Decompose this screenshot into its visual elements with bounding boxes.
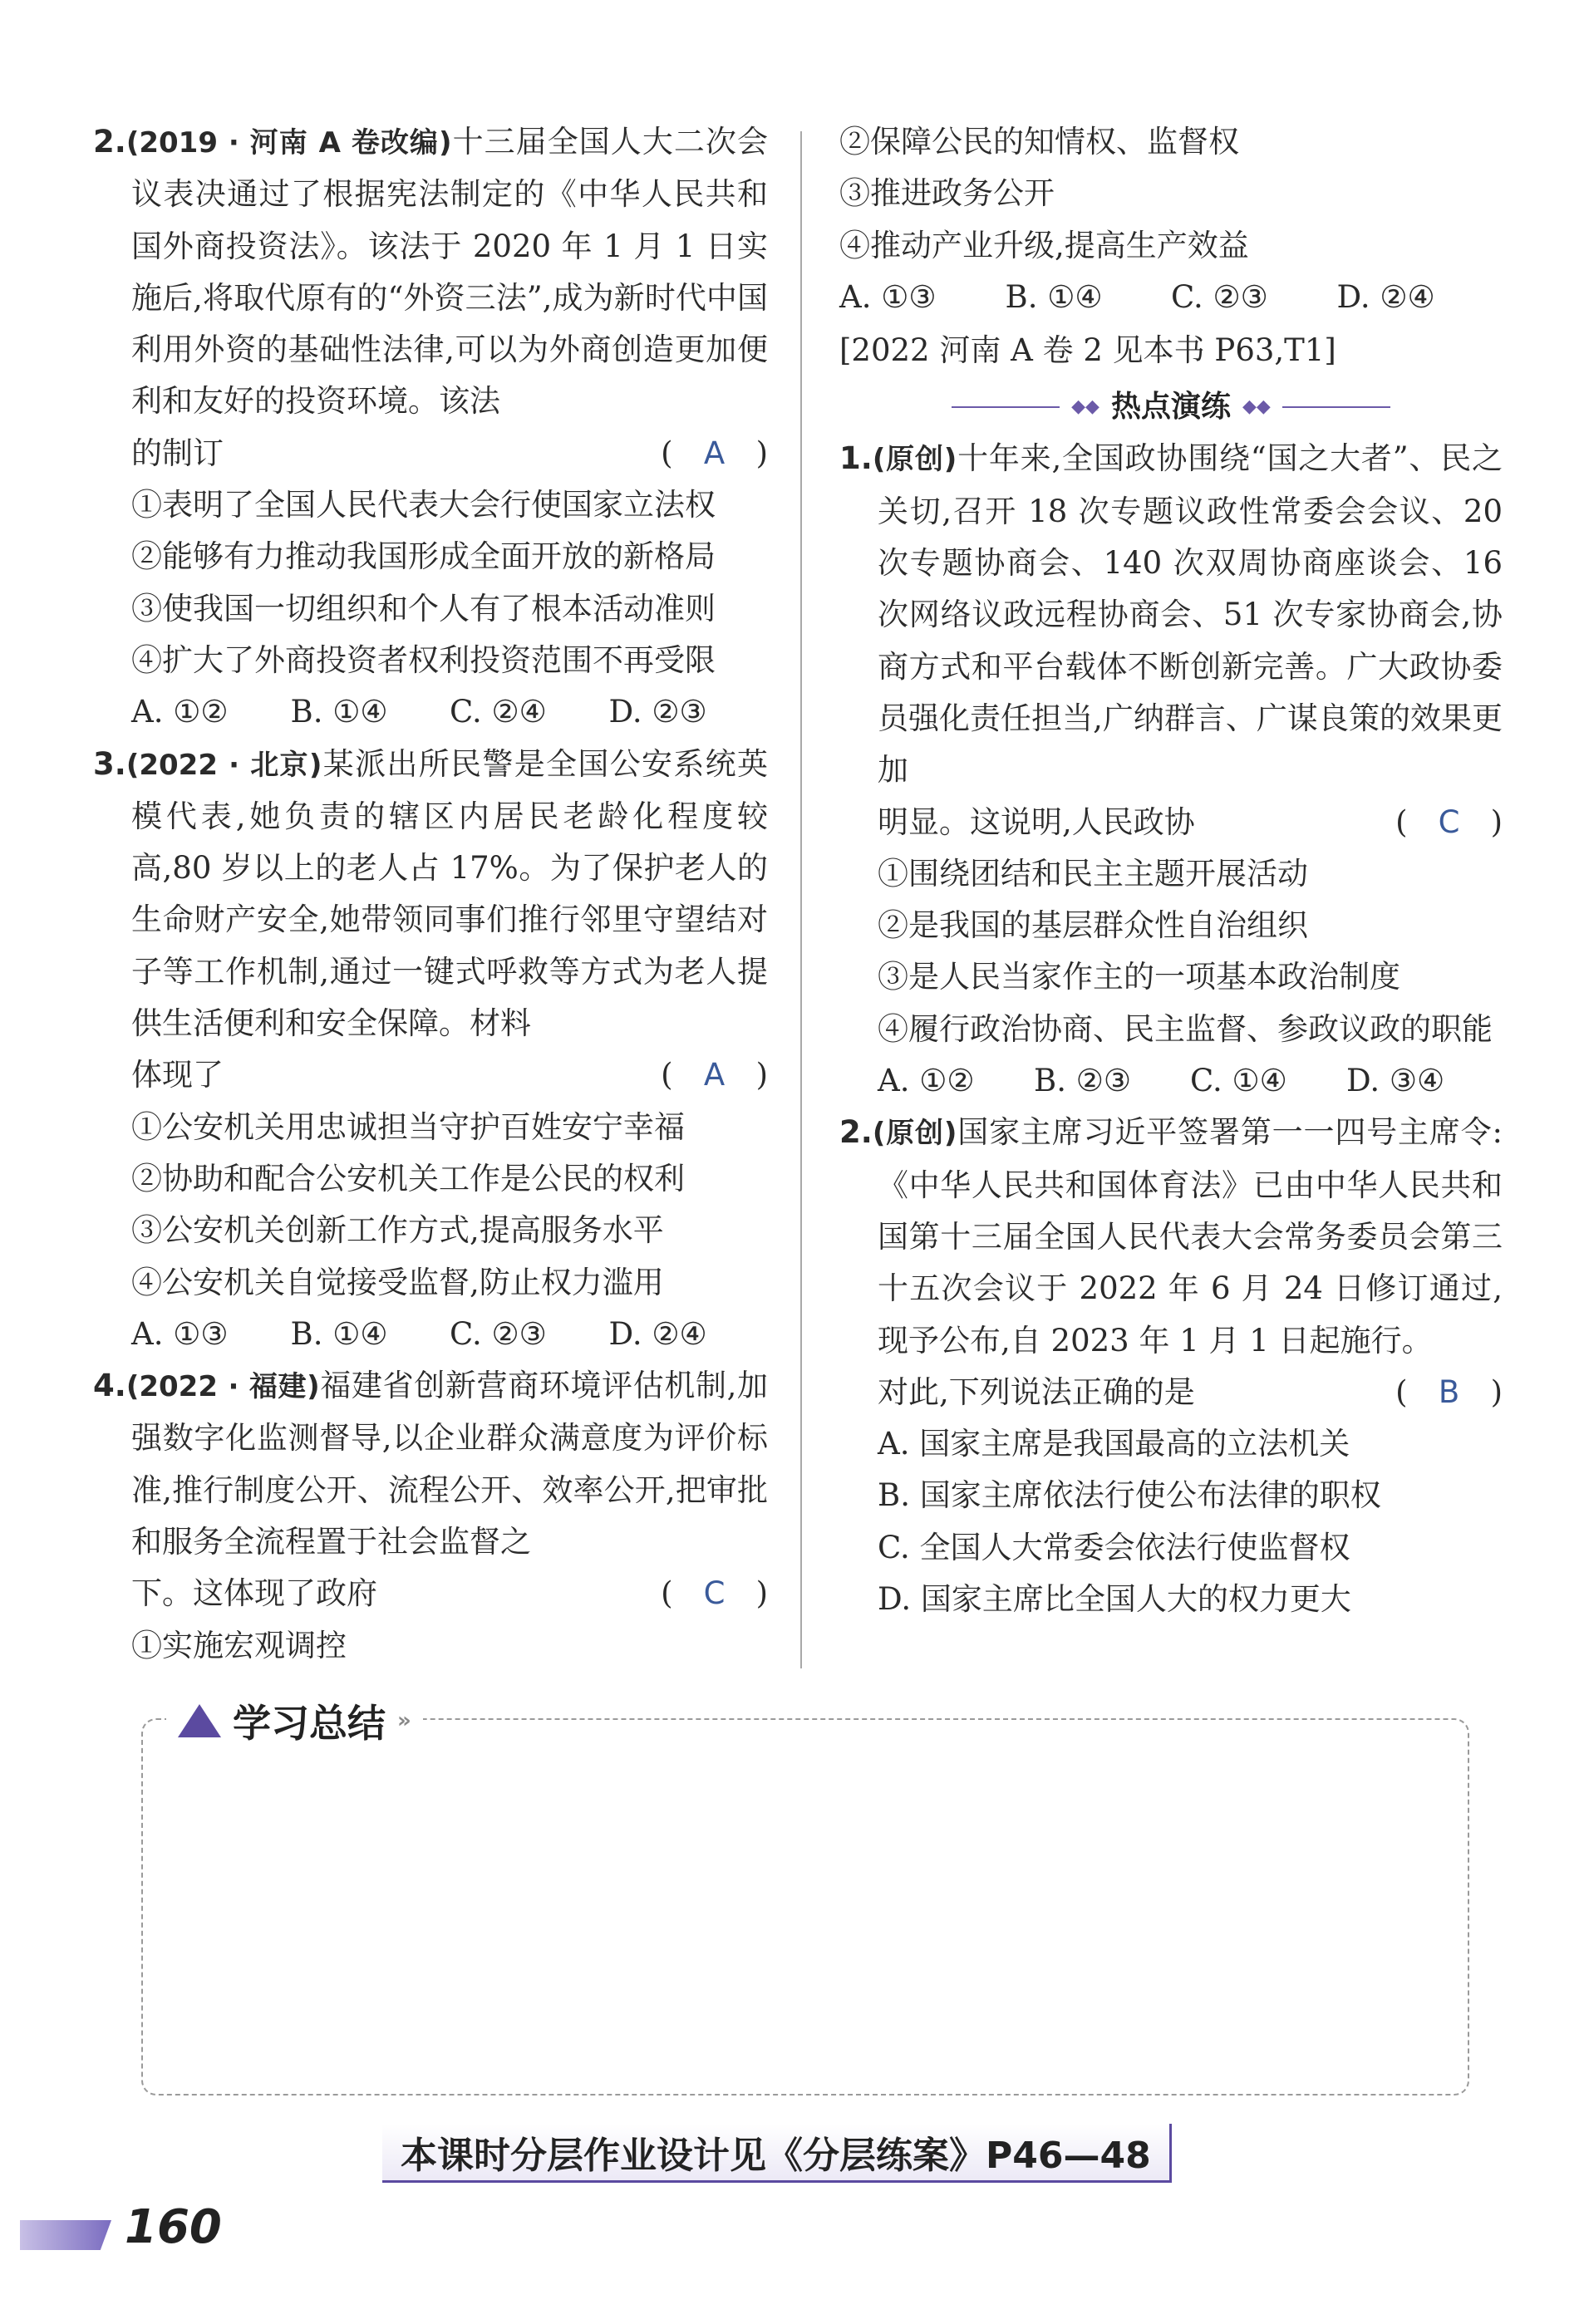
section-title-text: 热点演练 — [1110, 390, 1231, 425]
choice-c: C. ①④ — [1190, 1063, 1287, 1099]
option-4: ④扩大了外商投资者权利投资范围不再受限 — [131, 641, 716, 678]
option-2: ②协助和配合公安机关工作是公民的权利 — [131, 1160, 685, 1196]
question-number: 1. — [839, 440, 873, 477]
question-4 — [93, 1360, 768, 1672]
option-4: ④履行政治协商、民主监督、参政议政的职能 — [878, 1010, 1493, 1047]
divider-line — [1282, 406, 1390, 408]
choice-a: A. ①② — [131, 694, 229, 730]
question-text: 某派出所民警是全国公安系统英模代表,她负责的辖区内居民老龄化程度较高,80 岁以上的老人占 17%。为了保护老人的生命财产安全,她带领同事们推行邻里守望结对子等工作机制,通过一键式呼救等方式为老人提供生活便利和安全保障。材料 — [131, 745, 769, 1042]
question-stem — [93, 116, 768, 428]
question-source: (2022 · 福建) — [125, 1370, 320, 1404]
divider-line — [952, 406, 1060, 408]
section-title-hot-practice — [839, 381, 1503, 433]
option-a: A. 国家主席是我国最高的立法机关 — [878, 1426, 1350, 1462]
answer-choices — [839, 1055, 1503, 1107]
answer-choices — [93, 1309, 768, 1360]
page-number: 160 — [125, 2200, 222, 2254]
triangle-icon — [178, 1704, 221, 1737]
page-number-decoration — [20, 2220, 111, 2250]
choice-b: B. ②③ — [1034, 1063, 1132, 1099]
question-number: 4. — [93, 1368, 126, 1404]
practice-question-1 — [839, 433, 1503, 1107]
question-number: 3. — [93, 745, 126, 782]
question-text: 十年来,全国政协围绕“国之大者”、民之关切,召开 18 次专题议政性常委会会议、20 次专题协商会、140 次双周协商座谈会、16 次网络议政远程协商会、51 次专家协商会,协商方式和平台载体不断创新完善。广大政协委员强化责任担当,广纳群言、广谋良策的效果更加 — [878, 440, 1503, 789]
answer-bracket: ( B ) — [1395, 1367, 1503, 1418]
reference-note: [2022 河南 A 卷 2 见本书 P63,T1] — [839, 332, 1336, 369]
question-stem — [93, 739, 768, 1050]
column-divider — [800, 131, 802, 1668]
answer-value: A — [703, 1057, 726, 1093]
question-text: 福建省创新营商环境评估机制,加强数字化监测督导,以企业群众满意度为评价标准,推行制度公开、流程公开、效率公开,把审批和服务全流程置于社会监督之 — [131, 1368, 769, 1560]
option-2: ②是我国的基层群众性自治组织 — [878, 907, 1308, 944]
option-2: ②能够有力推动我国形成全面开放的新格局 — [131, 538, 716, 575]
option-2: ②保障公民的知情权、监督权 — [839, 124, 1239, 160]
answer-value: C — [1438, 803, 1460, 840]
option-3: ③公安机关创新工作方式,提高服务水平 — [131, 1212, 664, 1249]
option-3: ③使我国一切组织和个人有了根本活动准则 — [131, 590, 716, 626]
answer-bracket: ( C ) — [661, 1568, 768, 1619]
question-stem-end: 下。这体现了政府 ( C ) — [93, 1568, 768, 1619]
option-b: B. 国家主席依法行使公布法律的职权 — [878, 1477, 1381, 1514]
question-stem-end: 明显。这说明,人民政协 ( C ) — [839, 797, 1503, 848]
question-number: 2. — [839, 1114, 873, 1151]
choice-c: C. ②④ — [450, 694, 547, 730]
question-text: 国家主席习近平签署第一一四号主席令:《中华人民共和国体育法》已由中华人民共和国第十三届全国人民代表大会常务委员会第三十五次会议于 2022 年 6 月 24 日修订通过,现予公布,自 2023 年 1 月 1 日起施行。 — [878, 1114, 1503, 1359]
choice-d: D. ③④ — [1346, 1063, 1445, 1099]
option-1: ①实施宏观调控 — [131, 1627, 347, 1663]
choice-c: C. ②③ — [450, 1315, 547, 1352]
answer-choices — [93, 686, 768, 738]
question-number: 2. — [93, 124, 126, 160]
answer-bracket: ( A ) — [661, 1049, 768, 1101]
summary-writing-area[interactable] — [141, 1718, 1469, 2096]
question-3 — [93, 739, 768, 1361]
diamond-icon: ◆◆ — [1242, 396, 1271, 418]
choice-d: D. ②④ — [608, 1315, 707, 1352]
footer-banner: 本课时分层作业设计见《分层练案》P46—48 — [382, 2124, 1172, 2183]
choice-b: B. ①④ — [1005, 278, 1103, 315]
option-3: ③是人民当家作主的一项基本政治制度 — [878, 959, 1400, 995]
question-stem — [839, 433, 1503, 796]
choice-d: D. ②④ — [1336, 278, 1435, 315]
right-column — [839, 116, 1503, 1625]
question-source: (原创) — [872, 1117, 957, 1151]
question-source: (2019 · 河南 A 卷改编) — [125, 126, 452, 160]
option-3: ③推进政务公开 — [839, 175, 1055, 212]
answer-choices — [839, 272, 1503, 323]
choice-b: B. ①④ — [290, 694, 388, 730]
diamond-icon: ◆◆ — [1071, 396, 1099, 418]
question-stem-end: 体现了 ( A ) — [93, 1049, 768, 1101]
question-stem-end: 对此,下列说法正确的是 ( B ) — [839, 1367, 1503, 1418]
answer-value: B — [1438, 1373, 1460, 1410]
question-source: (2022 · 北京) — [125, 748, 322, 782]
summary-title — [166, 1693, 423, 1748]
option-1: ①围绕团结和民主主题开展活动 — [878, 855, 1308, 892]
choice-b: B. ①④ — [290, 1315, 388, 1352]
question-source: (原创) — [872, 443, 957, 477]
option-4: ④推动产业升级,提高生产效益 — [839, 227, 1249, 263]
question-2 — [93, 116, 768, 739]
question-stem — [839, 1107, 1503, 1366]
option-1: ①公安机关用忠诚担当守护百姓安宁幸福 — [131, 1108, 685, 1145]
choice-c: C. ②③ — [1171, 278, 1268, 315]
answer-value: C — [703, 1575, 726, 1612]
summary-title-text: 学习总结 — [233, 1701, 386, 1746]
answer-bracket: ( A ) — [661, 428, 768, 479]
double-chevron-icon: » — [397, 1708, 411, 1733]
choice-a: A. ①③ — [839, 278, 937, 315]
choice-a: A. ①② — [878, 1063, 975, 1099]
question-stem — [93, 1360, 768, 1568]
question-text: 十三届全国人大二次会议表决通过了根据宪法制定的《中华人民共和国外商投资法》。该法于 2020 年 1 月 1 日实施后,将取代原有的“外资三法”,成为新时代中国利用外资的基础性法律,可以为外商创造更加便利和友好的投资环境。该法 — [131, 124, 768, 420]
option-d: D. 国家主席比全国人大的权力更大 — [878, 1581, 1351, 1618]
left-column — [93, 116, 768, 1672]
answer-bracket: ( C ) — [1395, 797, 1503, 848]
choice-a: A. ①③ — [131, 1315, 229, 1352]
choice-d: D. ②③ — [608, 694, 707, 730]
option-1: ①表明了全国人民代表大会行使国家立法权 — [131, 487, 716, 523]
practice-question-2 — [839, 1107, 1503, 1625]
answer-value: A — [703, 435, 726, 471]
option-4: ④公安机关自觉接受监督,防止权力滥用 — [131, 1264, 664, 1300]
question-stem-end: 的制订 ( A ) — [93, 428, 768, 479]
option-c: C. 全国人大常委会依法行使监督权 — [878, 1529, 1350, 1565]
